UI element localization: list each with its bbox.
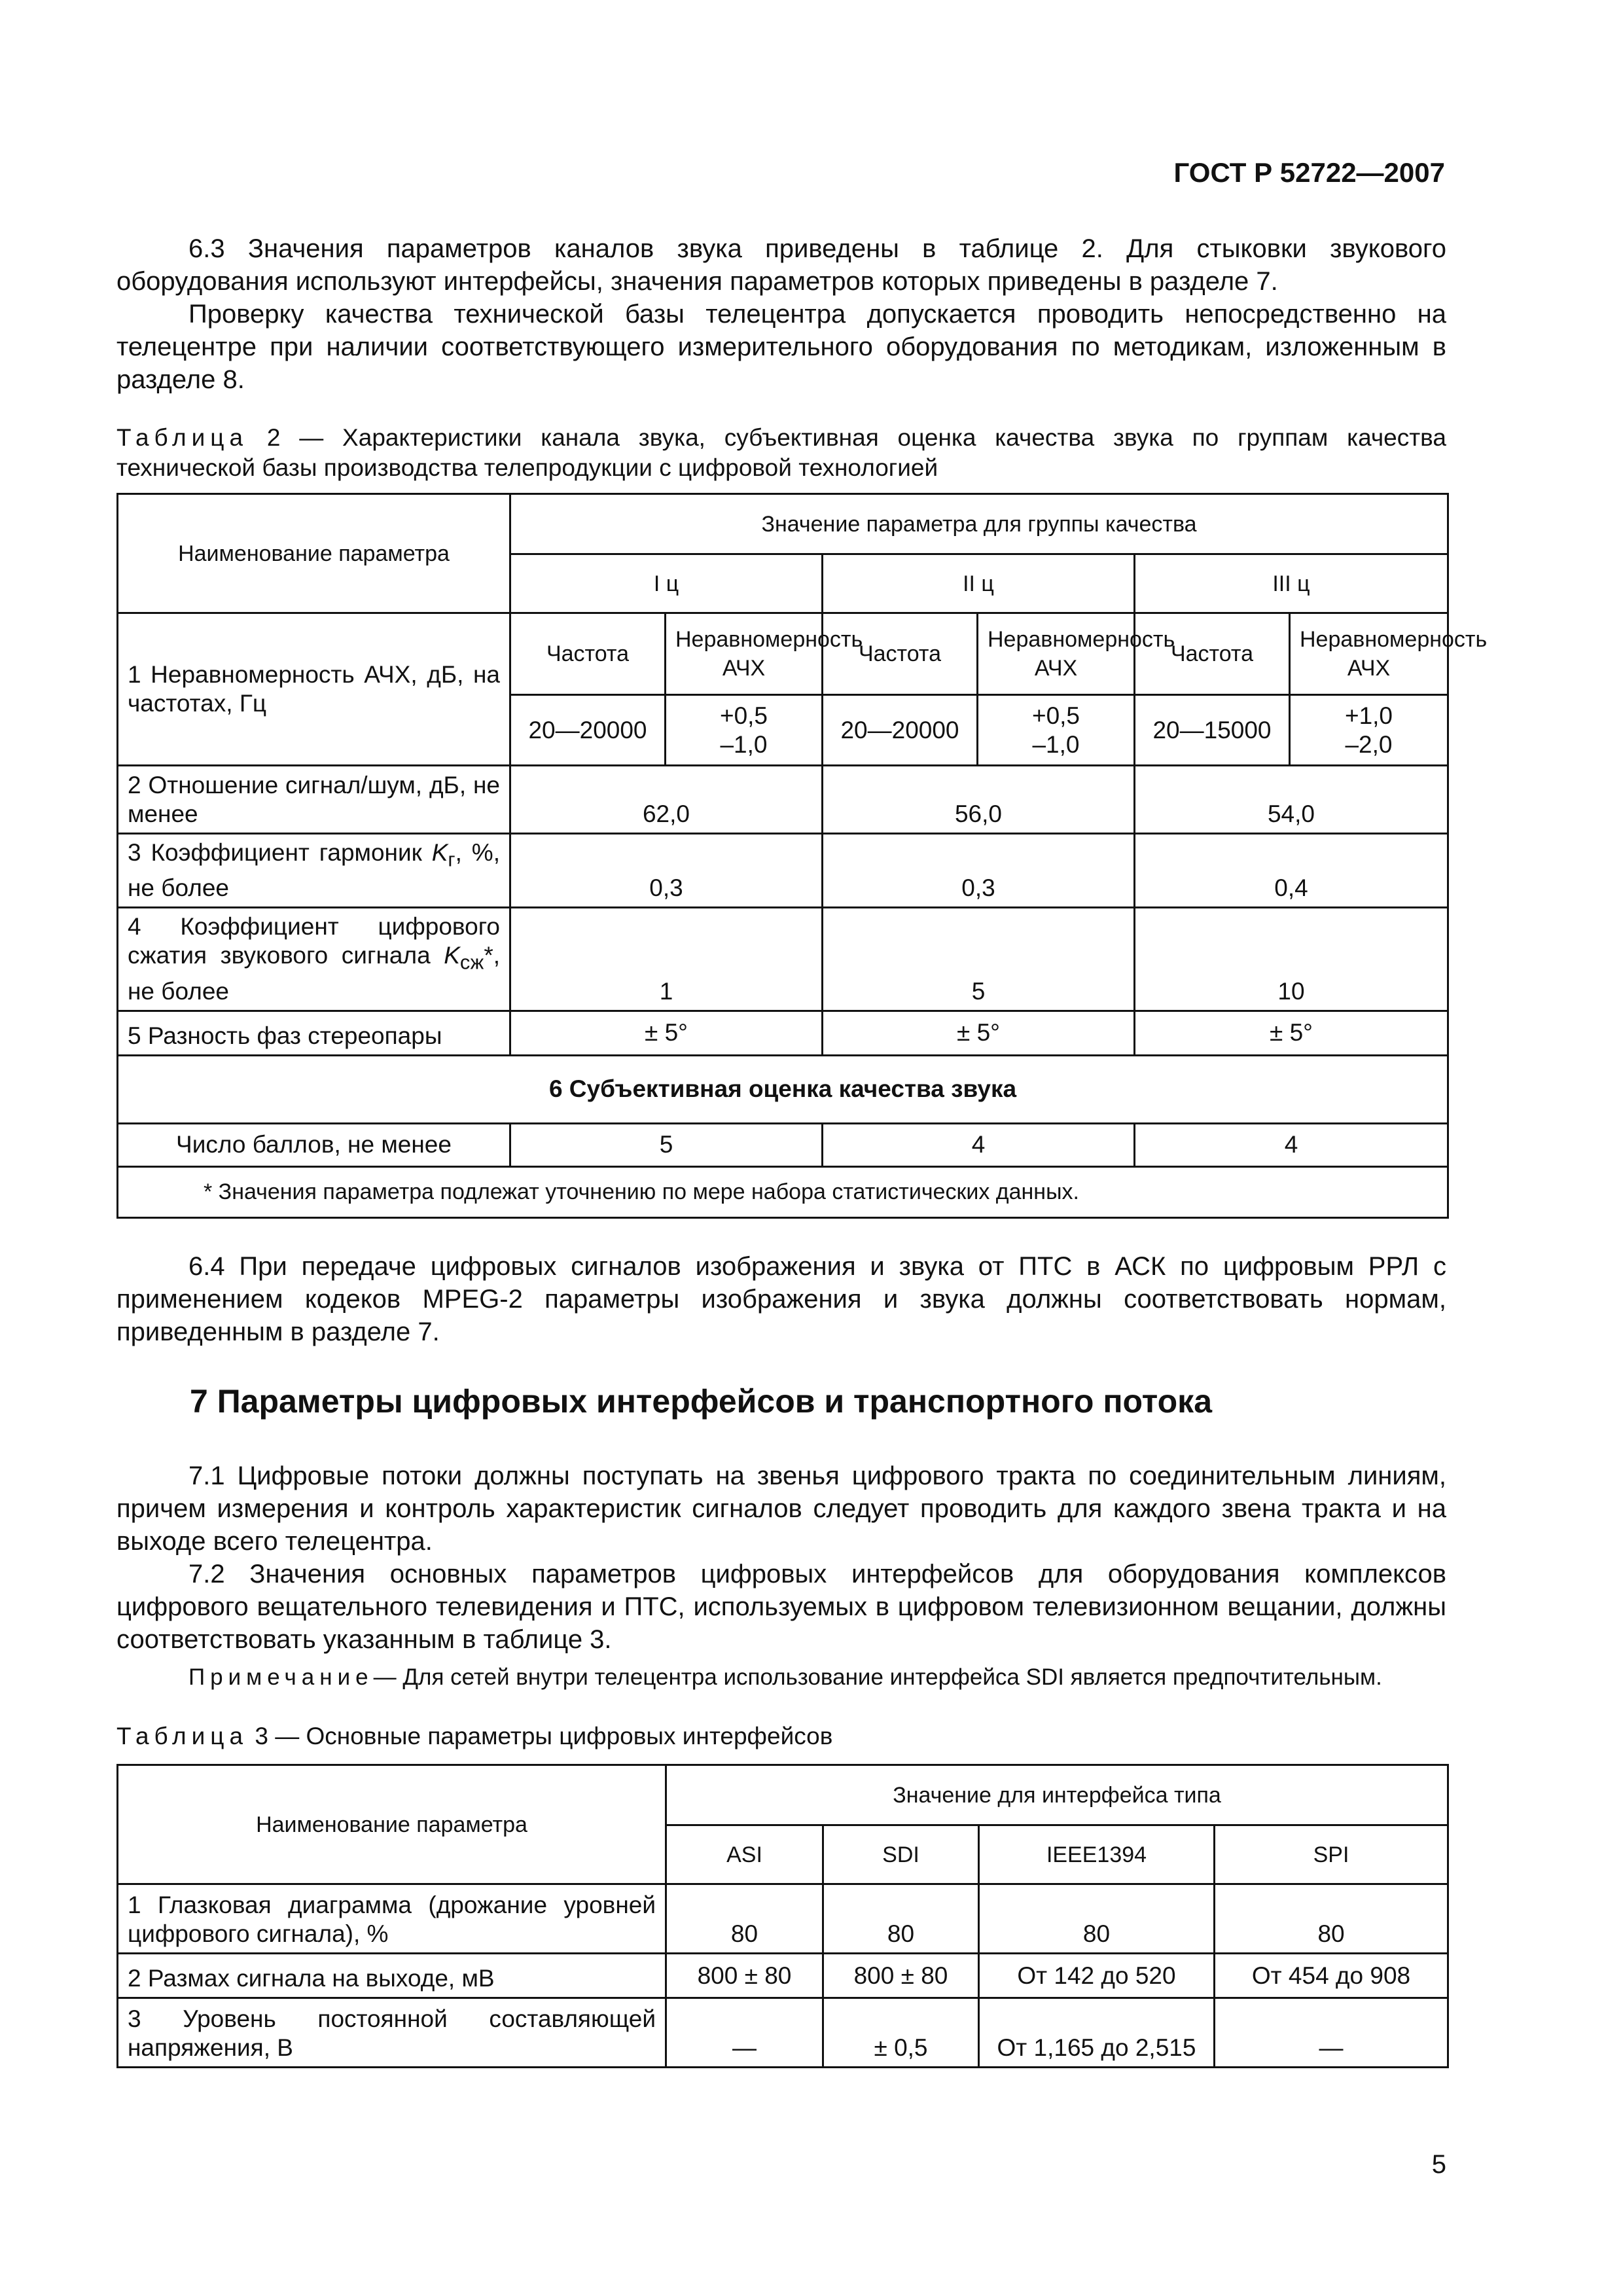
table-3-r1-spi: 80 <box>1215 1884 1448 1954</box>
table-2-row-4-name <box>118 908 510 1011</box>
table-3 <box>116 1764 1449 2068</box>
table-3-head-param: Наименование параметра <box>118 1765 666 1884</box>
note-label: Примечание <box>188 1664 374 1690</box>
section-7-title: 7 Параметры цифровых интерфейсов и транспортного потока <box>190 1383 1213 1420</box>
table-2-group-3: III ц <box>1135 554 1448 613</box>
table-2-row-4-name-a: 4 Коэффициент цифрового сжатия звукового сигнала <box>128 913 500 969</box>
table-2-r1-uneven-3-plus: +1,0 <box>1344 702 1393 729</box>
table-2-r1-uneven-1-plus: +0,5 <box>719 702 768 729</box>
table-2-r1-freq-3: 20—15000 <box>1135 695 1290 766</box>
table-2-r1-uneven-2-plus: +0,5 <box>1031 702 1080 729</box>
table-2-row-4-symbol: K <box>444 942 460 969</box>
paragraph-6-3-b: Проверку качества технической базы телецентра допускается проводить непосредственно на телецентре при наличии соответствующего измерительного оборудования по методикам, изложенным в разделе 8. <box>116 300 1446 394</box>
paragraph-6-3-a: 6.3 Значения параметров каналов звука приведены в таблице 2. Для стыковки звукового оборудования используют интерфейсы, значения параметров которых приведены в разделе 7. <box>116 234 1446 296</box>
table-2-sub-freq-2: Частота <box>823 613 978 695</box>
table-2-r3-val-2: 0,3 <box>823 834 1135 908</box>
table-2-sub-freq-3: Частота <box>1135 613 1290 695</box>
table-2-r1-freq-2: 20—20000 <box>823 695 978 766</box>
table-3-type-ieee1394: IEEE1394 <box>979 1825 1215 1884</box>
table-2-row-6-name: Число баллов, не менее <box>118 1123 510 1166</box>
table-2-r1-uneven-1 <box>666 695 823 766</box>
table-2-row-3-name-b: , %, не более <box>128 839 500 902</box>
table-2-r4-val-3: 10 <box>1135 908 1448 1011</box>
table-2-r1-uneven-3-minus: –2,0 <box>1345 730 1393 758</box>
table-2-sub-uneven-1: Неравномерность АЧХ <box>666 613 823 695</box>
table-2-r1-uneven-2-minus: –1,0 <box>1032 730 1080 758</box>
table-2-r6-val-1: 5 <box>510 1123 823 1166</box>
paragraph-7-1: 7.1 Цифровые потоки должны поступать на звенья цифрового тракта по соединительным линиям, причем измерения и контроль характеристик сигналов следует проводить для каждого звена тракта и на выходе всего телецентра. <box>116 1462 1446 1556</box>
table-2-head-param: Наименование параметра <box>118 494 510 613</box>
document-id: ГОСТ Р 52722—2007 <box>1173 157 1445 188</box>
table-2-row-4-name-b: *, не более <box>128 942 500 1005</box>
table-2-section-6: 6 Субъективная оценка качества звука <box>118 1055 1448 1123</box>
table-2-r5-val-3: ± 5° <box>1135 1011 1448 1055</box>
table-3-r3-asi: — <box>666 1998 823 2068</box>
table-2-row-3-subscript: г <box>448 848 455 871</box>
table-2-r5-val-2: ± 5° <box>823 1011 1135 1055</box>
table-2-sub-freq-1: Частота <box>510 613 666 695</box>
table-3-type-asi: ASI <box>666 1825 823 1884</box>
table-2-row-5-name: 5 Разность фаз стереопары <box>118 1011 510 1055</box>
table-2-sub-uneven-2: Неравномерность АЧХ <box>978 613 1135 695</box>
table-2-group-2: II ц <box>823 554 1135 613</box>
table-3-row-3-name: 3 Уровень постоянной составляющей напряжения, В <box>118 1998 666 2068</box>
table-3-head-value: Значение для интерфейса типа <box>666 1765 1448 1825</box>
table-3-r2-sdi: 800 ± 80 <box>823 1954 979 1998</box>
table-2-r6-val-2: 4 <box>823 1123 1135 1166</box>
paragraph-7-2: 7.2 Значения основных параметров цифровых интерфейсов для оборудования комплексов цифрового вещательного телевидения и ПТС, используемых в цифровом телевизионном вещании, должны соответствовать указанным в таблице 3. <box>116 1560 1446 1654</box>
table-2-r3-val-1: 0,3 <box>510 834 823 908</box>
table-3-r3-spi: — <box>1215 1998 1448 2068</box>
table-2-r6-val-3: 4 <box>1135 1123 1448 1166</box>
table-3-r2-asi: 800 ± 80 <box>666 1954 823 1998</box>
table-3-r3-ieee1394: От 1,165 до 2,515 <box>979 1998 1215 2068</box>
table-2-r3-val-3: 0,4 <box>1135 834 1448 908</box>
table-2-head-value: Значение параметра для группы качества <box>510 494 1448 554</box>
table-2-r4-val-1: 1 <box>510 908 823 1011</box>
table-2-row-2-name: 2 Отношение сигнал/шум, дБ, не менее <box>118 766 510 834</box>
table-3-caption <box>116 1721 1446 1751</box>
table-3-r1-ieee1394: 80 <box>979 1884 1215 1954</box>
table-3-r2-ieee1394: От 142 до 520 <box>979 1954 1215 1998</box>
table-3-row-1-name: 1 Глазковая диаграмма (дрожание уровней цифрового сигнала), % <box>118 1884 666 1954</box>
table-2-row-3-symbol: K <box>431 839 448 866</box>
table-2-row-3-name <box>118 834 510 908</box>
table-2-r4-val-2: 5 <box>823 908 1135 1011</box>
paragraph-6-4: 6.4 При передаче цифровых сигналов изображения и звука от ПТС в АСК по цифровым РРЛ с применением кодеков MPEG-2 параметры изображения и звука должны соответствовать нормам, приведенным в разделе 7. <box>116 1252 1446 1346</box>
table-3-r3-sdi: ± 0,5 <box>823 1998 979 2068</box>
table-2-row-1-name: 1 Неравномерность АЧХ, дБ, на частотах, Гц <box>118 613 510 766</box>
table-2-r1-uneven-1-minus: –1,0 <box>720 730 768 758</box>
table-2-r2-val-1: 62,0 <box>510 766 823 834</box>
table-3-row-2-name: 2 Размах сигнала на выходе, мВ <box>118 1954 666 1998</box>
table-3-caption-text: 3 — Основные параметры цифровых интерфейсов <box>248 1723 833 1749</box>
table-2-r5-val-1: ± 5° <box>510 1011 823 1055</box>
table-2-sub-uneven-3: Неравномерность АЧХ <box>1290 613 1448 695</box>
table-2-r1-uneven-2 <box>978 695 1135 766</box>
table-2-caption-label: Таблица <box>116 424 249 451</box>
table-2-r1-freq-1: 20—20000 <box>510 695 666 766</box>
table-3-r1-asi: 80 <box>666 1884 823 1954</box>
table-2-row-4-subscript: сж <box>459 950 484 974</box>
table-2-row-3-name-a: 3 Коэффициент гармоник <box>128 839 432 866</box>
page-number: 5 <box>1431 2150 1446 2179</box>
table-2 <box>116 493 1488 1219</box>
table-2-r2-val-2: 56,0 <box>823 766 1135 834</box>
note-text: — Для сетей внутри телецентра использование интерфейса SDI является предпочтительным. <box>373 1664 1382 1690</box>
table-2-group-1: I ц <box>510 554 823 613</box>
table-3-r2-spi: От 454 до 908 <box>1215 1954 1448 1998</box>
table-2-caption-text: 2 — Характеристики канала звука, субъективная оценка качества звука по группам качества технической базы производства телепродукции с цифровой технологией <box>116 424 1446 481</box>
note <box>188 1664 1452 1691</box>
table-3-type-sdi: SDI <box>823 1825 979 1884</box>
table-2-footnote: * Значения параметра подлежат уточнению по мере набора статистических данных. <box>118 1166 1448 1217</box>
table-3-type-spi: SPI <box>1215 1825 1448 1884</box>
table-3-r1-sdi: 80 <box>823 1884 979 1954</box>
table-2-r2-val-3: 54,0 <box>1135 766 1448 834</box>
table-2-caption <box>116 423 1446 483</box>
table-2-r1-uneven-3 <box>1290 695 1448 766</box>
table-3-caption-label: Таблица <box>116 1723 249 1749</box>
